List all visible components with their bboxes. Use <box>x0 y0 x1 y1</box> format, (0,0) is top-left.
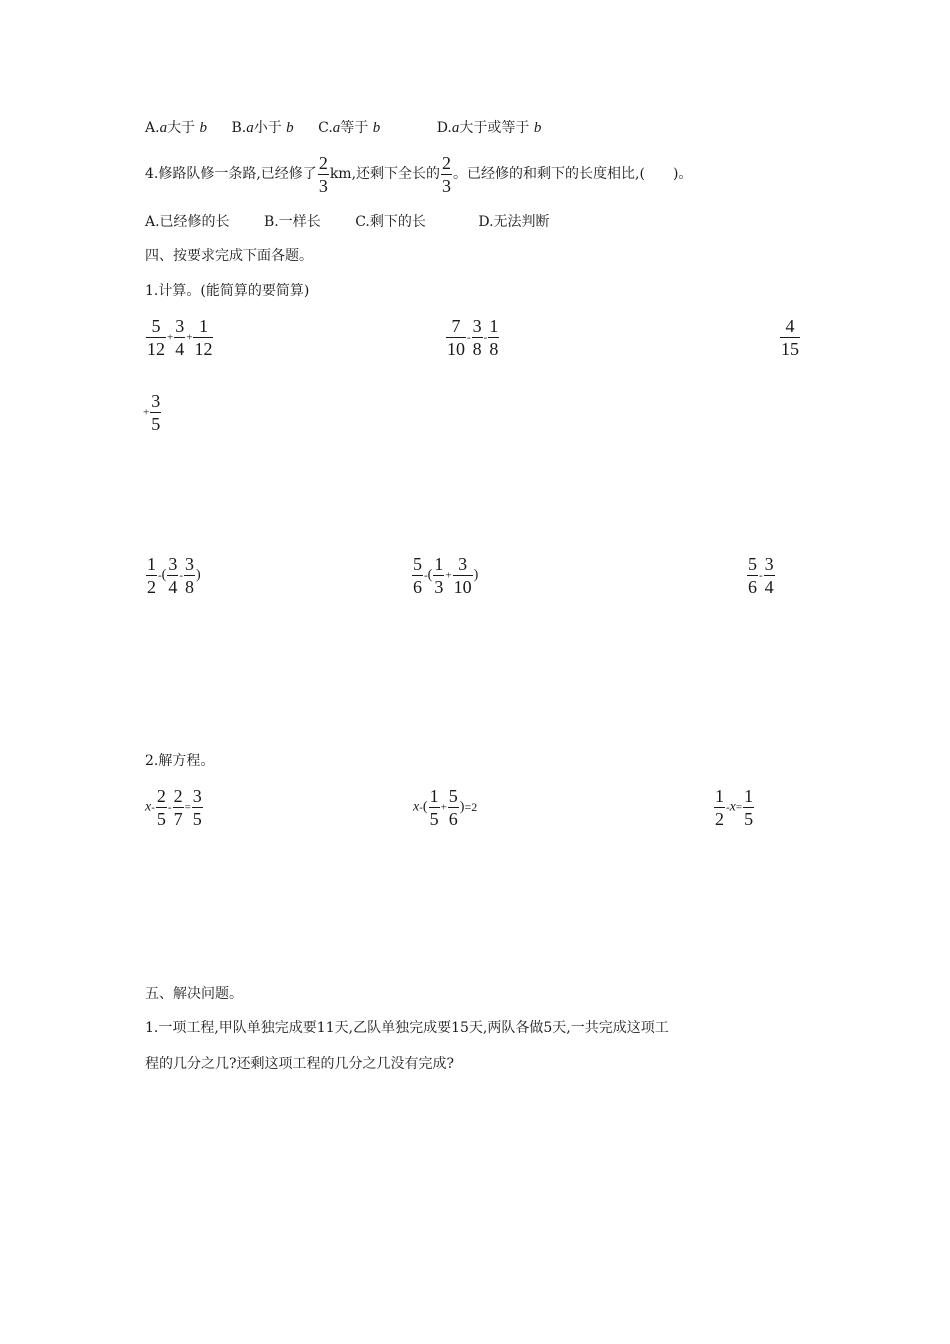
section4-title: 四、按要求完成下面各题。 <box>145 248 313 264</box>
q4-option-a: A.已经修的长 <box>145 214 230 230</box>
q3-option-d: D.a大于或等于 b <box>436 120 542 136</box>
calc-expression-3-part1: $\frac{4}{15}$ <box>781 316 799 359</box>
calc-expression-4: $\frac{1}{2}$ -( $\frac{3}{4}$ - $\frac{3}{8}$ ) <box>147 554 201 597</box>
q3-option-a: A.a大于 b <box>145 120 208 136</box>
q4-fraction-2: $\frac{2}{3}$ <box>442 152 452 196</box>
q4-question: 4.修路队修一条路,已经修了 $\frac{2}{3}$ km,还剩下全长的 $\frac{2}{3}$ 。已经修的和剩下的长度相比,( )。 <box>145 152 693 196</box>
equation-3: $\frac{1}{2}$ -x= $\frac{1}{5}$ <box>715 786 754 829</box>
calc-expression-6: $\frac{5}{6}$ - $\frac{3}{4}$ <box>748 554 774 597</box>
equation-2: x-( $\frac{1}{5}$ + $\frac{5}{6}$ )=2 <box>413 786 478 829</box>
q3-option-b: B.a小于 b <box>231 120 294 136</box>
calc-expression-2: $\frac{7}{10}$ - $\frac{3}{8}$ - $\frac{1}{8}$ <box>447 316 499 359</box>
q3-option-c: C.a等于 b <box>318 120 381 136</box>
problem-1-line-1: 1.一项工程,甲队单独完成要11天,乙队单独完成要15天,两队各做5天,一共完成这项工 <box>145 1020 669 1036</box>
calc-expression-1: $\frac{5}{12}$ + $\frac{3}{4}$ + $\frac{1}{12}$ <box>147 316 213 359</box>
q4-option-c: C.剩下的长 <box>355 214 426 230</box>
calc-expression-5: $\frac{5}{6}$ -( $\frac{1}{3}$ + $\frac{3}{10}$ ) <box>413 554 479 597</box>
eq-title: 2.解方程。 <box>145 753 215 769</box>
equation-1: x- $\frac{2}{5}$ - $\frac{2}{7}$ = $\frac{3}{5}$ <box>145 786 202 829</box>
q4-option-d: D.无法判断 <box>478 214 550 230</box>
calc-expression-3-part2: + $\frac{3}{5}$ <box>143 391 161 434</box>
section5-title: 五、解决问题。 <box>145 986 243 1002</box>
q3-options <box>145 118 541 138</box>
problem-1-line-2: 程的几分之几?还剩这项工程的几分之几没有完成? <box>145 1056 455 1072</box>
q4-options <box>145 212 550 232</box>
q4-option-b: B.一样长 <box>264 214 321 230</box>
q4-fraction-1: $\frac{2}{3}$ <box>318 152 328 196</box>
calc-title: 1.计算。(能简算的要简算) <box>145 283 310 299</box>
